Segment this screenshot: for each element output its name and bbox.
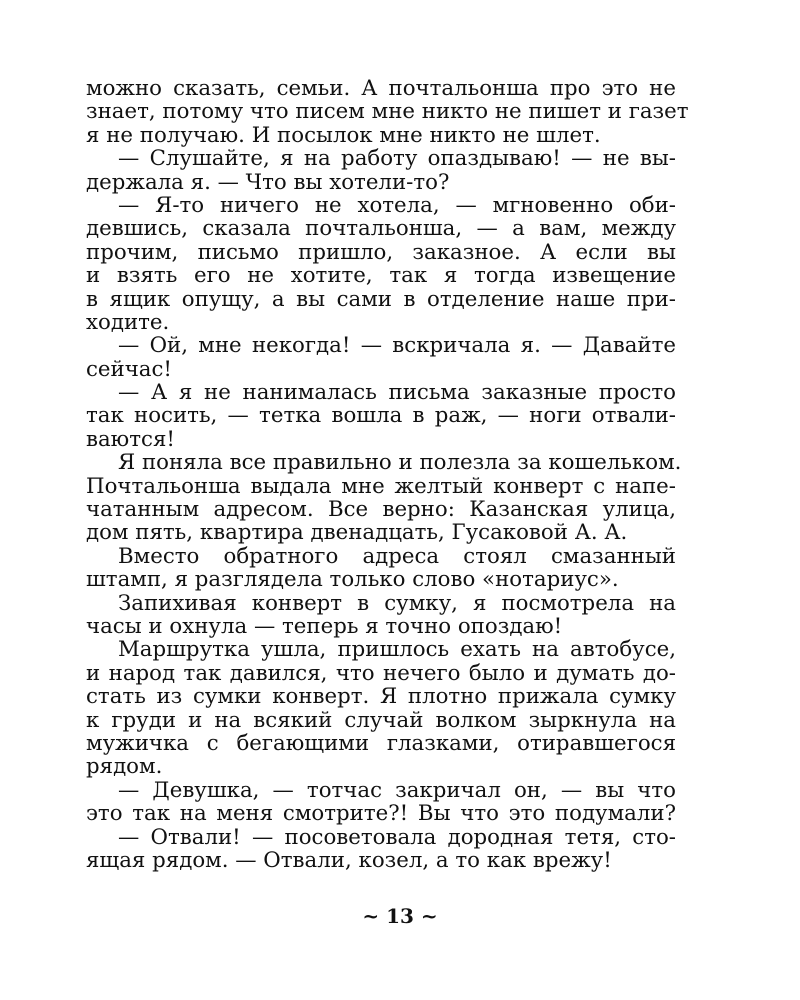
text-line: и взять его не хотите, так я тогда извещение [86,263,676,289]
text-line: часы и охнула — теперь я точно опоздаю! [86,613,563,639]
text-line: в ящик опущу, а вы сами в отделение наше при- [86,286,676,312]
text-line: стать из сумки конверт. Я плотно прижала сумку [86,684,676,710]
text-line: мужичка с бегающими глазками, отиравшегося [86,730,676,756]
text-line: Почтальонша выдала мне желтый конверт с напе- [86,473,676,499]
paragraph [86,826,676,873]
paragraph [86,592,676,639]
text-line: можно сказать, семьи. А почтальонша про это не [86,76,676,101]
text-line: к груди и на всякий случай волком зыркнула на [86,707,676,733]
text-line: девшись, сказала почтальонша, — а вам, между [86,216,676,242]
paragraph [86,194,676,334]
paragraph [86,450,682,546]
text-line: — Слушайте, я на работу опаздываю! — не вы- [118,146,676,172]
text-line: Маршрутка ушла, пришлось ехать на автобусе, [118,637,676,663]
text-line: держала я. — Что вы хотели-то? [86,169,450,195]
paragraph [86,638,676,778]
page-number: ~ 13 ~ [362,904,438,928]
text-line: это так на меня смотрите?! Вы что это подумали? [86,801,676,827]
text-line: — А я не нанималась письма заказные просто [118,380,676,406]
text-line: прочим, письмо пришло, заказное. А если вы [86,239,676,265]
text-line: ваются! [86,426,175,452]
text-line: Вместо обратного адреса стоял смазанный [118,543,676,569]
text-line: я не получаю. И посылок мне никто не шлет. [86,122,601,148]
paragraph [86,381,676,451]
text-line: — Отвали! — посоветовала дородная тетя, сто- [118,824,676,850]
text-line: дом пять, квартира двенадцать, Гусаковой А. А. [86,520,628,546]
text-line: — Ой, мне некогда! — вскричала я. — Давайте [118,333,676,359]
text-line: так носить, — тетка вошла в раж, — ноги отвали- [86,403,676,429]
text-line: Я поняла все правильно и полезла за кошельком. [118,450,682,476]
text-line: ящая рядом. — Отвали, козел, а то как врежу! [86,847,612,873]
text-line: рядом. [86,754,163,780]
text-line: и народ так давился, что нечего было и думать до- [86,660,676,686]
text-line: сейчас! [86,356,172,382]
text-line: знает, потому что писем мне никто не пишет и газет [86,99,689,125]
text-line: чатанным адресом. Все верно: Казанская улица, [86,497,676,523]
paragraph [86,779,676,826]
paragraph [86,334,676,381]
text-line: Запихивая конверт в сумку, я посмотрела на [118,590,676,616]
text-line: штамп, я разглядела только слово «нотариус». [86,567,619,593]
paragraph [86,147,676,194]
text-line: — Девушка, — тотчас закричал он, — вы что [118,777,676,803]
paragraph [86,545,676,592]
text-line: ходите. [86,309,170,335]
text-line: — Я-то ничего не хотела, — мгновенно оби- [118,192,676,218]
page-text-body [86,76,689,873]
paragraph [86,76,689,148]
